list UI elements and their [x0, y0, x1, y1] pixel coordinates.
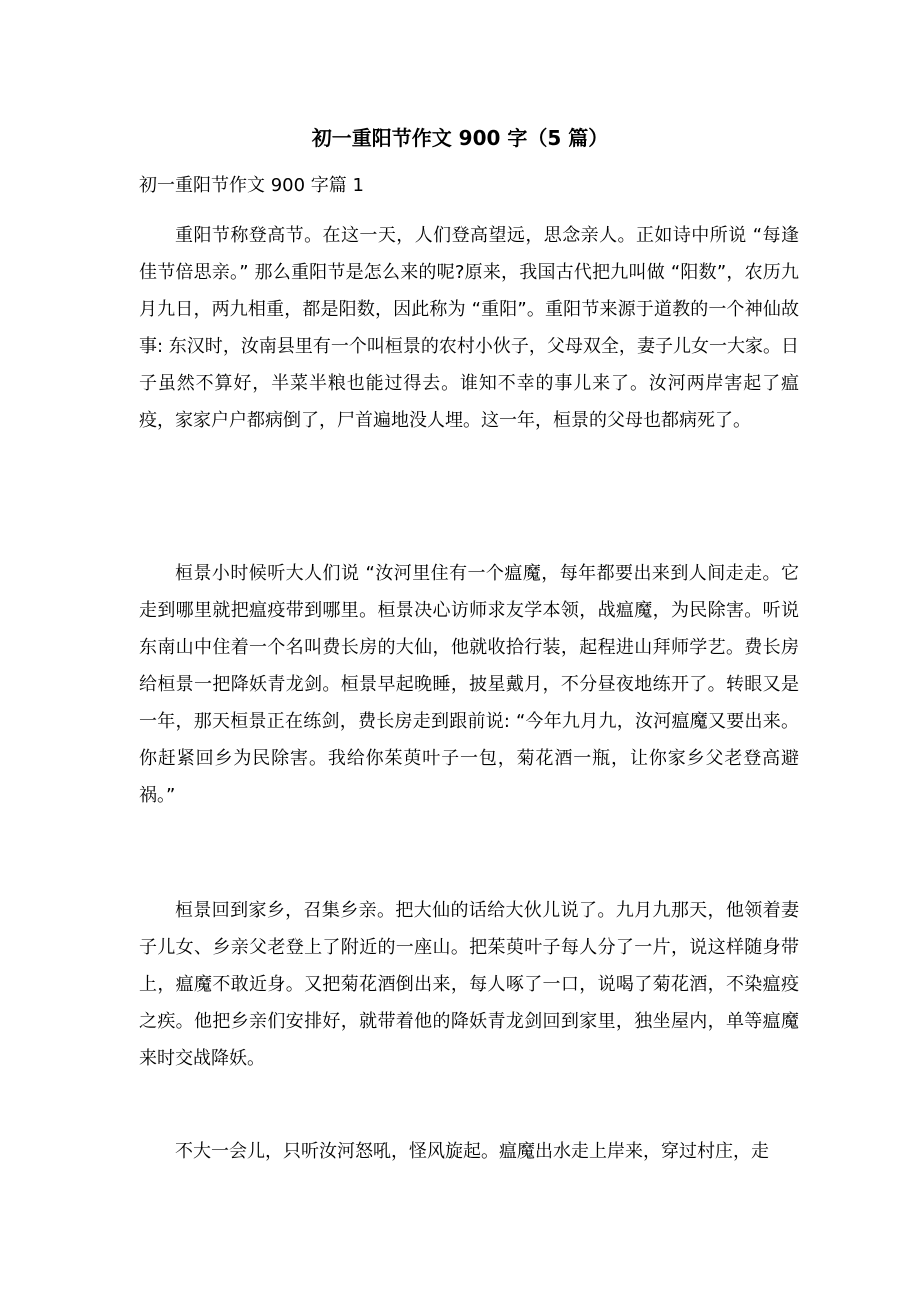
document-title: 初一重阳节作文 900 字（5 篇）	[311, 126, 609, 150]
paragraph-4: 不大一会儿，只听汝河怒吼，怪风旋起。瘟魔出水走上岸来，穿过村庄，走	[175, 1141, 769, 1162]
section-heading: 初一重阳节作文 900 字篇 1	[139, 175, 364, 196]
paragraph-3: 桓景回到家乡，召集乡亲。把大仙的话给大伙儿说了。九月九那天，他领着妻子儿女、乡亲父老登上了附近的一座山。把茱萸叶子每人分了一片，说这样随身带上，瘟魔不敢近身。又把菊花酒倒出来，每人啄了一口，说喝了菊花酒，不染瘟疫之疾。他把乡亲们安排好，就带着他的降妖青龙剑回到家里，独坐屋内，单等瘟魔来时交战降妖。	[139, 900, 799, 1069]
paragraph-1: 重阳节称登高节。在这一天，人们登高望远，思念亲人。正如诗中所说 “每逢佳节倍思亲。” 那么重阳节是怎么来的呢?原来，我国古代把九叫做 “阳数”，农历九月九日，两九相重，都是阳数，因此称为 “重阳”。重阳节来源于道教的一个神仙故事: 东汉时，汝南县里有一个叫桓景的农村小伙子，父母双全，妻子儿女一大家。日子虽然不算好，半菜半粮也能过得去。谁知不幸的事儿来了。汝河两岸害起了瘟疫，家家户户都病倒了，尸首遍地没人埋。这一年，桓景的父母也都病死了。	[139, 225, 799, 431]
paragraph-2: 桓景小时候听大人们说 “汝河里住有一个瘟魔，每年都要出来到人间走走。它走到哪里就把瘟疫带到哪里。桓景决心访师求友学本领，战瘟魔，为民除害。听说东南山中住着一个名叫费长房的大仙，他就收拾行装，起程进山拜师学艺。费长房给桓景一把降妖青龙剑。桓景早起晚睡，披星戴月，不分昼夜地练开了。转眼又是一年，那天桓景正在练剑，费长房走到跟前说: “今年九月九，汝河瘟魔又要出来。你赶紧回乡为民除害。我给你茱萸叶子一包，菊花酒一瓶，让你家乡父老登高避祸。”	[139, 563, 799, 806]
